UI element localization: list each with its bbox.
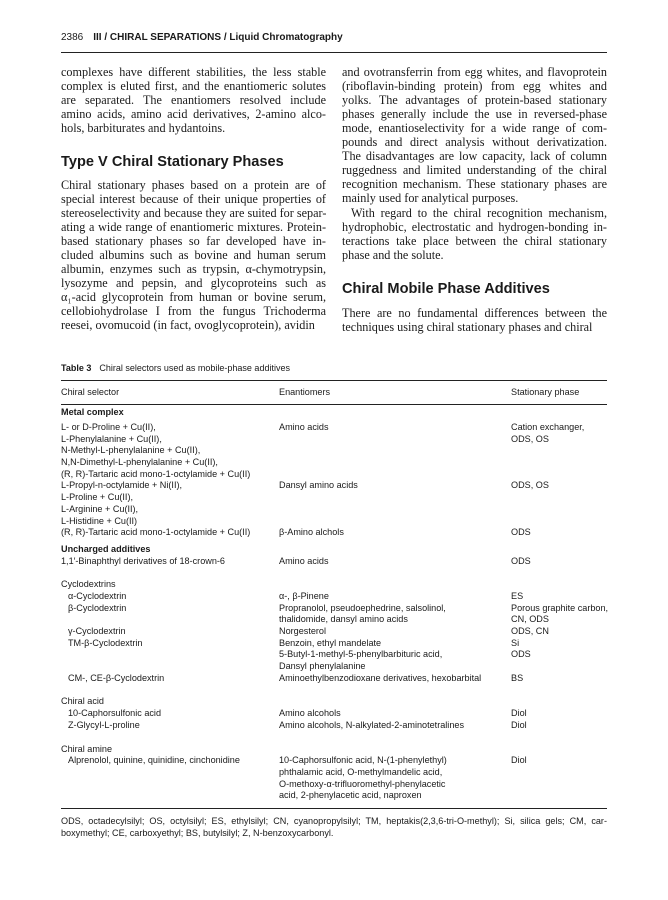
cell-enantiomers: O-methoxy-α-trifluoromethyl-phenylacetic (279, 778, 446, 789)
table-body (61, 407, 607, 802)
cell-enantiomers: 10-Caphorsulfonic acid, N-(1-phenylethyl) (279, 755, 447, 766)
table-row (61, 445, 607, 457)
paragraph-line: special interest because of their unique properties of (61, 192, 326, 206)
cell-stationary-phase: Si (511, 637, 520, 648)
cell-chiral-selector: Chiral acid (61, 696, 104, 707)
cell-enantiomers: phthalamic acid, O-methylmandelic acid, (279, 766, 443, 777)
cell-chiral-selector: α-Cyclodextrin (68, 590, 127, 601)
cell-chiral-selector: (R, R)-Tartaric acid mono-1-octylamide + Cu(II) (61, 527, 251, 538)
paragraph-line: stereoselectivity and because they are suited for separ- (61, 206, 327, 220)
cell-stationary-phase: ODS, OS (511, 433, 549, 444)
paragraph-line: Chiral stationary phases based on a protein are of (61, 178, 326, 192)
cell-enantiomers: Aminoethylbenzodioxane derivatives, hexobarbital (279, 672, 482, 683)
paragraph-line: cluded albumins such as bovine and human serum (61, 248, 326, 262)
paragraph-line: hydrophobic, electrostatic and hydrogen-bonding in- (342, 220, 607, 234)
table-row (61, 720, 607, 732)
paragraph-line: mode, enantioselectivity for a wide range of com- (342, 121, 607, 135)
cell-chiral-selector: L-Propyl-n-octylamide + Ni(II), (61, 480, 183, 491)
cell-chiral-selector: Chiral amine (61, 743, 113, 754)
paragraph-line: With regard to the chiral recognition mechanism, (351, 206, 607, 220)
cell-chiral-selector: Alprenolol, quinine, quinidine, cinchonidine (68, 755, 240, 766)
paragraph-line: ating a wide range of enantiomeric mixtures. Protein- (61, 220, 326, 234)
header-enantiomers: Enantiomers (279, 387, 331, 397)
cell-chiral-selector: N,N-Dimethyl-L-phenylalanine + Cu(II), (61, 457, 218, 468)
table-group-heading (61, 544, 607, 556)
cell-enantiomers: Dansyl amino acids (279, 480, 358, 491)
table-group-heading (61, 579, 607, 591)
table-row (61, 480, 607, 492)
paragraph-line: phases generally include the use in reversed-phase (342, 107, 607, 121)
table-row (61, 469, 607, 481)
cell-enantiomers: Propranolol, pseudoephedrine, salsolinol, (279, 602, 446, 613)
cell-chiral-selector: L-Histidine + Cu(II) (61, 515, 138, 526)
paragraph-line: complex is eluted first, and the enantiomeric solutes (61, 79, 326, 93)
cell-stationary-phase: Diol (511, 719, 527, 730)
table-group-heading (61, 744, 607, 756)
header-chiral-selector: Chiral selector (61, 387, 120, 397)
cell-enantiomers: Amino alcohols (279, 708, 341, 719)
table-header-rule (61, 404, 607, 405)
table-row (61, 504, 607, 516)
cell-chiral-selector: Metal complex (61, 407, 124, 417)
section-heading: Chiral Mobile Phase Additives (342, 281, 550, 297)
section-title: III / CHIRAL SEPARATIONS / Liquid Chromatography (93, 32, 343, 43)
paragraph-line: hols, barbiturates and hydantoins. (61, 121, 226, 135)
cell-chiral-selector: Cyclodextrins (61, 579, 116, 590)
table-row (61, 708, 607, 720)
paragraph-line: α₁-acid glycoprotein from human or bovine serum, (61, 290, 326, 304)
paragraph-line: mainly used for analytical purposes. (342, 191, 519, 205)
table-row (61, 492, 607, 504)
paragraph-line: lysozyme and pepsin, and glycoproteins such as (61, 276, 326, 290)
table-row (61, 422, 607, 434)
cell-stationary-phase: Porous graphite carbon, (511, 602, 609, 613)
cell-chiral-selector: (R, R)-Tartaric acid mono-1-octylamide + Cu(II) (61, 468, 251, 479)
paragraph-line: are separated. The enantiomers resolved include (61, 93, 326, 107)
paragraph-line: complexes have different stabilities, the less stable (61, 65, 326, 79)
paragraph-line: ruggedness and limited understanding of the chiral (342, 163, 607, 177)
paragraph-line: (riboflavin-binding protein) from egg whites and (342, 79, 607, 93)
cell-chiral-selector: N-Methyl-L-phenylalanine + Cu(II), (61, 445, 201, 456)
table-group-heading (61, 696, 607, 708)
paragraph-line: The disadvantages are low capacity, lack of column (342, 149, 607, 163)
table-row (61, 556, 607, 568)
table-row (61, 649, 607, 661)
paragraph-line: reesei, ovomucoid (in fact, ovoglycoprotein), avidin (61, 318, 315, 332)
table-row (61, 638, 607, 650)
cell-enantiomers: Dansyl phenylalanine (279, 661, 366, 672)
paragraph-line: amino acids, amino acid derivatives, 2-amino alco- (61, 107, 326, 121)
cell-stationary-phase: ODS (511, 649, 531, 660)
paragraph-line: phase and the solute. (342, 248, 444, 262)
paragraph-line: albumin, enzymes such as trypsin, α-chymotrypsin, (61, 262, 326, 276)
table-row (61, 591, 607, 603)
paragraph-line: recognition mechanism. These stationary phases are (342, 177, 607, 191)
table-row (61, 755, 607, 767)
cell-stationary-phase: Diol (511, 755, 527, 766)
cell-enantiomers: α-, β-Pinene (279, 590, 329, 601)
cell-enantiomers: Amino acids (279, 422, 329, 432)
cell-enantiomers: Amino alcohols, N-alkylated-2-aminotetralines (279, 719, 464, 730)
paragraph-line: There are no fundamental differences between the (342, 306, 607, 320)
page-number: 2386 (61, 32, 84, 43)
table-row (61, 434, 607, 446)
cell-chiral-selector: L-Arginine + Cu(II), (61, 503, 139, 514)
cell-stationary-phase: ES (511, 590, 524, 601)
paragraph-line: pounds and direct analysis without derivatization. (342, 135, 607, 149)
cell-enantiomers: acid, 2-phenylacetic acid, naproxen (279, 790, 422, 801)
paragraph-line: cellobiohydrolase I from the fungus Trichoderma (61, 304, 326, 318)
table-bottom-rule (61, 808, 607, 809)
table-caption-text: Chiral selectors used as mobile-phase additives (99, 363, 290, 373)
paragraph-line: teractions take place between the chiral stationary (342, 234, 607, 248)
cell-chiral-selector: Z-Glycyl-L-proline (68, 719, 140, 730)
cell-stationary-phase: CN, ODS (511, 614, 549, 625)
header-stationary-phase: Stationary phase (511, 387, 580, 397)
table-top-rule (61, 380, 607, 381)
cell-chiral-selector: L-Proline + Cu(II), (61, 492, 134, 503)
table-group-heading (61, 407, 607, 422)
cell-stationary-phase: ODS, OS (511, 480, 549, 491)
cell-chiral-selector: CM-, CE-β-Cyclodextrin (68, 672, 165, 683)
paragraph-line: based stationary phases so far developed have in- (61, 234, 326, 248)
cell-stationary-phase: BS (511, 672, 524, 683)
table-row (61, 790, 607, 802)
table-row (61, 626, 607, 638)
table-row (61, 779, 607, 791)
cell-chiral-selector: 1,1′-Binaphthyl derivatives of 18-crown-6 (61, 555, 225, 566)
cell-enantiomers: Benzoin, ethyl mandelate (279, 637, 382, 648)
cell-enantiomers: β-Amino alchols (279, 527, 344, 538)
section-heading: Type V Chiral Stationary Phases (61, 154, 284, 170)
table-row (61, 457, 607, 469)
cell-chiral-selector: L- or D-Proline + Cu(II), (61, 422, 156, 432)
table-row (61, 614, 607, 626)
footnote-line: boxymethyl; CE, carboxyethyl; BS, butylsilyl; Z, N-benzoxycarbonyl. (61, 828, 334, 838)
table-row (61, 603, 607, 615)
cell-enantiomers: Amino acids (279, 555, 329, 566)
table-row (61, 527, 607, 539)
cell-chiral-selector: L-Phenylalanine + Cu(II), (61, 433, 162, 444)
footnote-line: ODS, octadecylsilyl; OS, octylsilyl; ES, ethylsilyl; CN, cyanopropylsilyl; TM, heptakis(2,3,6-tri-O-methyl); Si, silica gels; CM, car- (61, 816, 607, 826)
cell-enantiomers: 5-Butyl-1-methyl-5-phenylbarbituric acid, (279, 649, 443, 660)
cell-chiral-selector: Uncharged additives (61, 543, 151, 554)
cell-stationary-phase: ODS (511, 527, 531, 538)
table-caption (61, 363, 290, 373)
cell-stationary-phase: ODS (511, 555, 531, 566)
table-row (61, 516, 607, 528)
cell-chiral-selector: TM-β-Cyclodextrin (68, 637, 143, 648)
cell-chiral-selector: γ-Cyclodextrin (68, 626, 126, 636)
paragraph-line: techniques using chiral stationary phases and chiral (342, 320, 593, 334)
table-row (61, 661, 607, 673)
running-head (61, 32, 343, 43)
header-rule (61, 52, 607, 53)
table-label: Table 3 (61, 363, 92, 373)
cell-stationary-phase: ODS, CN (511, 626, 549, 636)
cell-stationary-phase: Cation exchanger, (511, 422, 585, 432)
cell-chiral-selector: β-Cyclodextrin (68, 602, 127, 613)
cell-enantiomers: Norgesterol (279, 626, 327, 636)
cell-stationary-phase: Diol (511, 708, 527, 719)
table-header-row (61, 387, 607, 399)
table-row (61, 767, 607, 779)
paragraph-line: and ovotransferrin from egg whites, and flavoprotein (342, 65, 607, 79)
cell-enantiomers: thalidomide, dansyl amino acids (279, 614, 408, 625)
table-row (61, 673, 607, 685)
paragraph-line: yolks. The advantages of protein-based stationary (342, 93, 607, 107)
cell-chiral-selector: 10-Caphorsulfonic acid (68, 708, 162, 719)
